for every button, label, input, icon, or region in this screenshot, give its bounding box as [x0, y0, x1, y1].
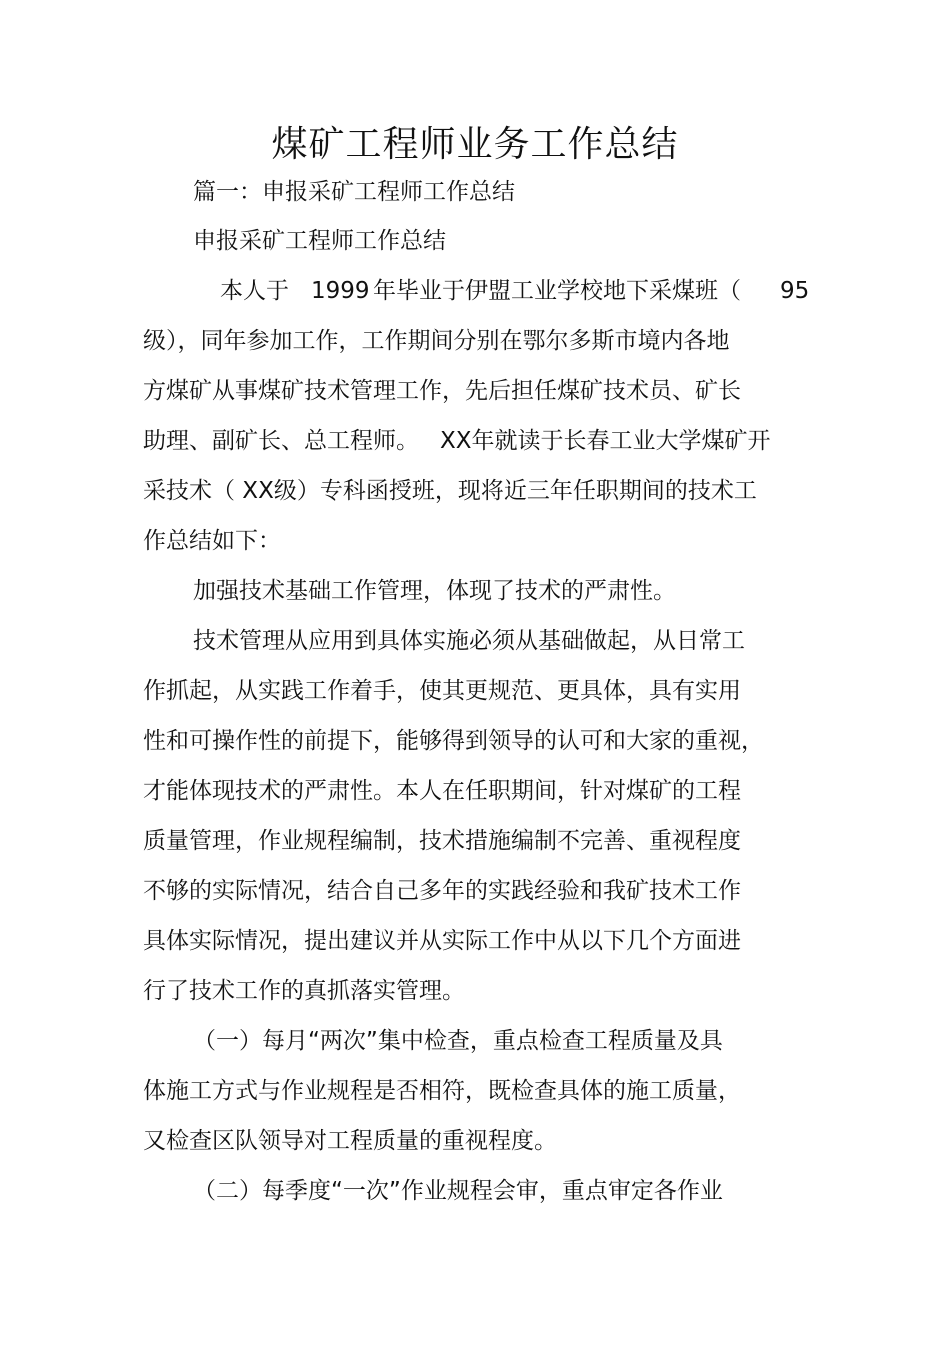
paragraph-line: 不够的实际情况，结合自己多年的实践经验和我矿技术工作 — [143, 878, 741, 904]
section-heading-main: 申报采矿工程师工作总结 — [193, 228, 446, 254]
paragraph-line: 采技术（ XX级）专科函授班，现将近三年任职期间的技术工 — [143, 478, 757, 504]
paragraph-line: 作抓起，从实践工作着手，使其更规范、更具体，具有实用 — [143, 678, 741, 704]
paragraph-line: 级），同年参加工作，工作期间分别在鄂尔多斯市境内各地 — [143, 328, 730, 354]
paragraph-line: 行了技术工作的真抓落实管理。 — [143, 978, 465, 1004]
text-segment: XX年就读于长春工业大学煤矿开 — [440, 428, 771, 454]
list-item-line: 又检查区队领导对工程质量的重视程度。 — [143, 1128, 557, 1154]
paragraph-line: 技术管理从应用到具体实施必须从基础做起，从日常工 — [193, 628, 745, 654]
text-segment: 95 — [780, 278, 810, 304]
paragraph-line — [0, 426, 950, 456]
text-segment: 年毕业于伊盟工业学校地下采煤班（ — [373, 278, 741, 304]
paragraph-line: 质量管理，作业规程编制，技术措施编制不完善、重视程度 — [143, 828, 741, 854]
text-segment: 助理、副矿长、总工程师。 — [143, 428, 419, 454]
paragraph-line — [0, 276, 950, 306]
paragraph-line: 才能体现技术的严肃性。本人在任职期间，针对煤矿的工程 — [143, 778, 741, 804]
text-segment: 1999 — [311, 278, 370, 304]
section-heading: 加强技术基础工作管理，体现了技术的严肃性。 — [193, 578, 676, 604]
list-item-line: 体施工方式与作业规程是否相符，既检查具体的施工质量， — [143, 1078, 741, 1104]
paragraph-line: 作总结如下： — [143, 528, 281, 554]
paragraph-line: 具体实际情况，提出建议并从实际工作中从以下几个方面进 — [143, 928, 741, 954]
list-item-line: （二）每季度“一次”作业规程会审，重点审定各作业 — [193, 1178, 723, 1204]
paragraph-line: 方煤矿从事煤矿技术管理工作，先后担任煤矿技术员、矿长 — [143, 378, 741, 404]
paragraph-line: 性和可操作性的前提下，能够得到领导的认可和大家的重视， — [143, 728, 764, 754]
document-title: 煤矿工程师业务工作总结 — [271, 124, 679, 165]
subtitle: 篇一：申报采矿工程师工作总结 — [193, 179, 515, 205]
list-item-line: （一）每月“两次”集中检查，重点检查工程质量及具 — [193, 1028, 723, 1054]
text-segment: 本人于 — [220, 278, 289, 304]
